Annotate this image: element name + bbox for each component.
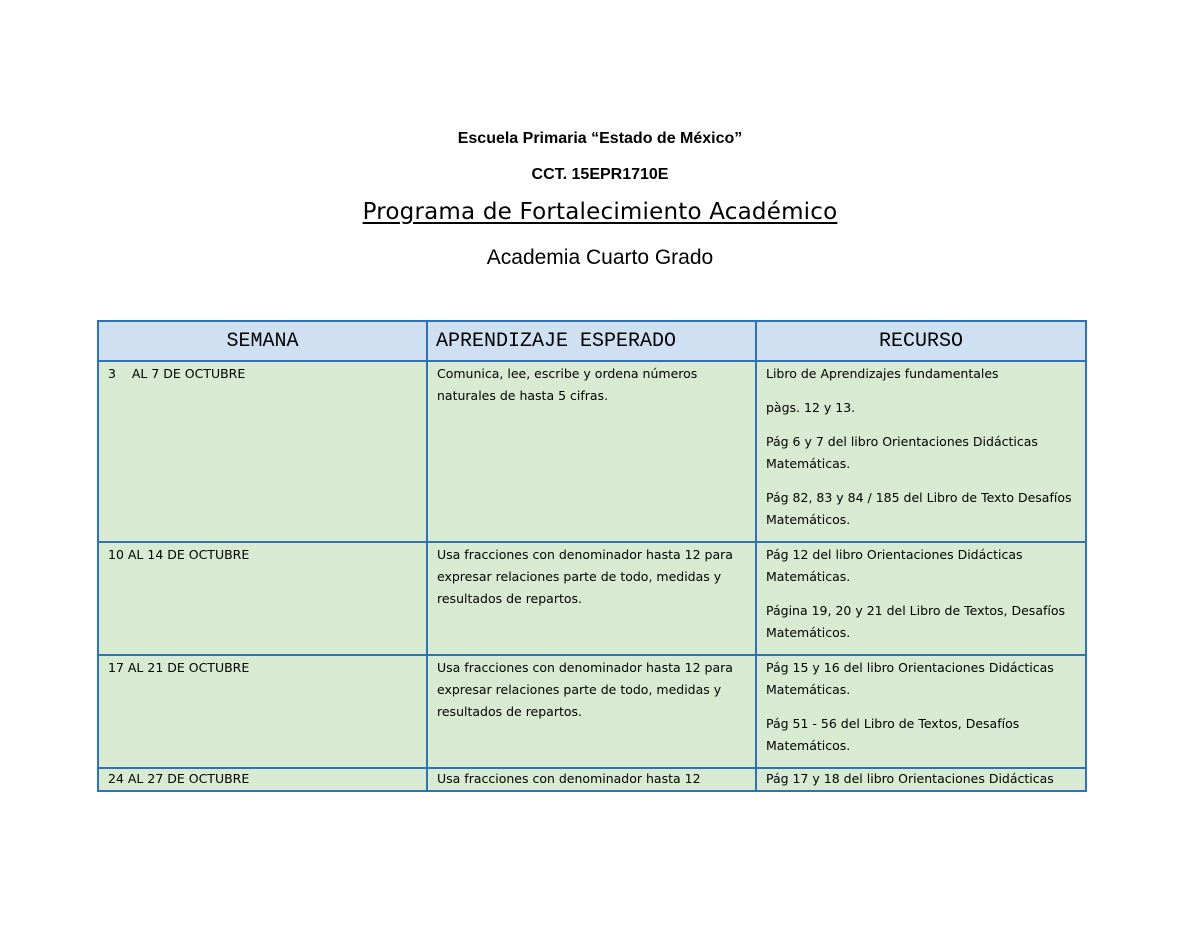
recurso-line: Pág 6 y 7 del libro Orientaciones Didácticas Matemáticas. (766, 434, 1038, 471)
table-row (98, 768, 1086, 791)
academy-subtitle: Academia Cuarto Grado (486, 246, 714, 269)
table-header-row (98, 321, 1086, 361)
cell-recurso (756, 768, 1086, 791)
cell-semana: 17 AL 21 DE OCTUBRE (98, 655, 427, 768)
cell-semana (98, 768, 427, 791)
schedule-table (97, 320, 1087, 792)
column-header-aprendizaje: APRENDIZAJE ESPERADO (427, 321, 756, 361)
cell-semana: 10 AL 14 DE OCTUBRE (98, 542, 427, 655)
recurso-line: Libro de Aprendizajes fundamentales (766, 366, 999, 381)
table-row (98, 542, 1086, 655)
recurso-line: Pág 51 - 56 del Libro de Textos, Desafíos Matemáticos. (766, 716, 1020, 753)
cell-recurso (756, 542, 1086, 655)
recurso-line: pàgs. 12 y 13. (766, 400, 856, 415)
cell-text: Usa fracciones con denominador hasta 12 (437, 771, 701, 786)
cell-aprendizaje: Comunica, lee, escribe y ordena números naturales de hasta 5 cifras. (427, 361, 756, 542)
cell-semana: 3 AL 7 DE OCTUBRE (98, 361, 427, 542)
recurso-line: Página 19, 20 y 21 del Libro de Textos, Desafíos Matemáticos. (766, 603, 1066, 640)
recurso-line: Pág 82, 83 y 84 / 185 del Libro de Texto Desafíos Matemáticos. (766, 490, 1072, 527)
program-title: Programa de Fortalecimiento Académico (362, 199, 838, 225)
column-header-semana: SEMANA (98, 321, 427, 361)
school-name: Escuela Primaria “Estado de México” (457, 130, 743, 147)
recurso-line: Pág 15 y 16 del libro Orientaciones Didácticas Matemáticas. (766, 660, 1054, 697)
cell-recurso (756, 655, 1086, 768)
cell-text: Pág 17 y 18 del libro Orientaciones Didácticas (766, 771, 1054, 786)
column-header-recurso: RECURSO (756, 321, 1086, 361)
cell-text: 24 AL 27 DE OCTUBRE (108, 771, 250, 786)
school-cct: CCT. 15EPR1710E (531, 166, 669, 183)
table-row (98, 655, 1086, 768)
cell-aprendizaje (427, 768, 756, 791)
cell-aprendizaje: Usa fracciones con denominador hasta 12 para expresar relaciones parte de todo, medidas y resultados de repartos. (427, 655, 756, 768)
recurso-line: Pág 12 del libro Orientaciones Didácticas Matemáticas. (766, 547, 1023, 584)
cell-aprendizaje: Usa fracciones con denominador hasta 12 para expresar relaciones parte de todo, medidas y resultados de repartos. (427, 542, 756, 655)
cell-recurso (756, 361, 1086, 542)
table-row (98, 361, 1086, 542)
